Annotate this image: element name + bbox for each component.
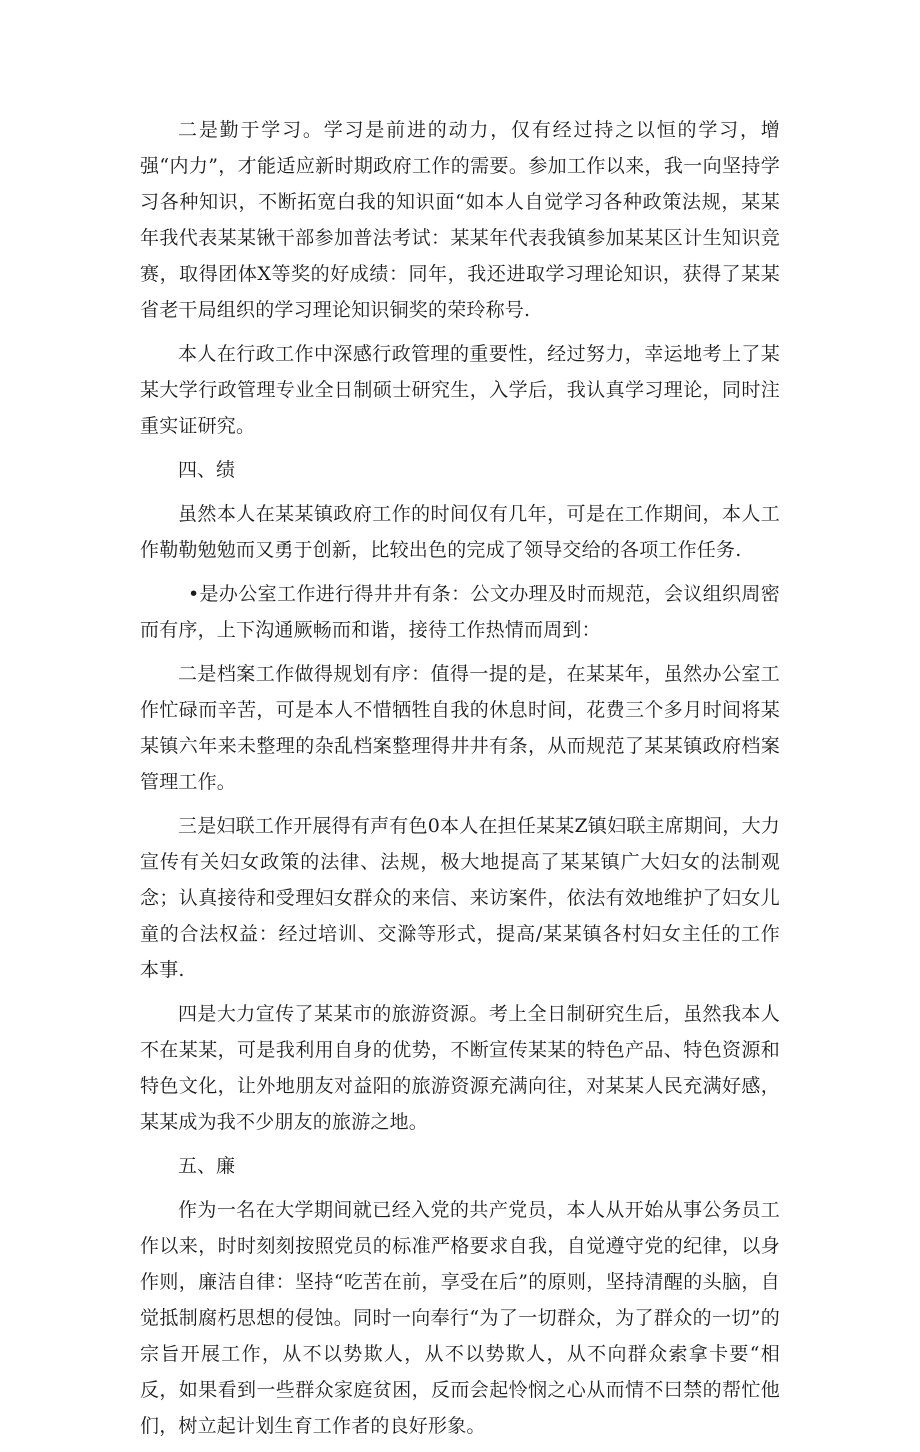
paragraph-integrity: 作为一名在大学期间就已经入党的共产党员，本人从开始从事公务员工作以来，时时刻刻按照党员的标准严格要求自我，自觉遵守党的纪律，以身作则，廉洁自律：坚持“吃苦在前，享受在后”的原则，坚持清醒的头脑，自觉抵制腐朽思想的侵蚀。同时一向奉行“为了一切群众，为了群众的一切”的宗旨开展工作，从不以势欺人，从不以势欺人，从不向群众索拿卡要“相反，如果看到一些群众家庭贫困，反而会起怜悯之心从而情不曰禁的帮忙他们，树立起计划生育工作者的良好形象。	[140, 1199, 780, 1437]
section-heading-integrity: 五、廉	[178, 1155, 236, 1177]
paragraph-study: 二是勤于学习。学习是前进的动力，仅有经过持之以恒的学习，增强“内力”，才能适应新时期政府工作的需要。参加工作以来，我一向坚持学习各种知识，不断拓宽白我的知识面“如本人自觉学习各种政策法规，某某年我代表某某锹干部参加普法考试：某某年代表我镇参加某某区计生知识竞赛，取得团体X等奖的好成绩：同年，我还进取学习理论知识，获得了某某省老干局组织的学习理论知识铜奖的荣玲称号.	[140, 119, 780, 321]
paragraph-office-work: •是办公室工作进行得井井有条：公文办理及时而规范，会议组织周密而有序，上下沟通厥畅而和谐，接待工作热情而周到：	[140, 583, 780, 641]
paragraph-graduate-study: 本人在行政工作中深感行政管理的重要性，经过努力，幸运地考上了某某大学行政管理专业全日制硕士研究生，入学后，我认真学习理论，同时注重实证研究。	[140, 343, 780, 437]
paragraph-womens-federation: 三是妇联工作开展得有声有色0本人在担任某某Z镇妇联主席期间，大力宣传有关妇女政策的法律、法规，极大地提高了某某镇广大妇女的法制观念；认真接待和受理妇女群众的来信、来访案件，依法有效地维护了妇女儿童的合法权益：经过培训、交滁等形式，提高/某某镇各村妇女主任的工作本事.	[140, 815, 780, 981]
paragraph-archives-work: 二是档案工作做得规划有序：值得一提的是，在某某年，虽然办公室工作忙碌而辛苦，可是本人不惜牺牲自我的休息时间，花费三个多月时间将某某镇六年来未整理的杂乱档案整理得井井有条，从而规范了某某镇政府档案管理工作。	[140, 663, 780, 793]
paragraph-achievements-intro: 虽然本人在某某镇政府工作的时间仅有几年，可是在工作期间，本人工作勒勒勉勉而又勇于创新，比较出色的完成了领导交给的各项工作任务.	[140, 503, 780, 561]
section-heading-achievements: 四、绩	[178, 459, 236, 481]
paragraph-tourism-promotion: 四是大力宣传了某某市的旅游资源。考上全日制研究生后，虽然我本人不在某某，可是我利用自身的优势，不断宣传某某的特色产品、特色资源和特色文化，让外地朋友对益阳的旅游资源充满向往，对某某人民充满好感，某某成为我不少朋友的旅游之地。	[140, 1003, 780, 1133]
document-body	[140, 112, 780, 1452]
